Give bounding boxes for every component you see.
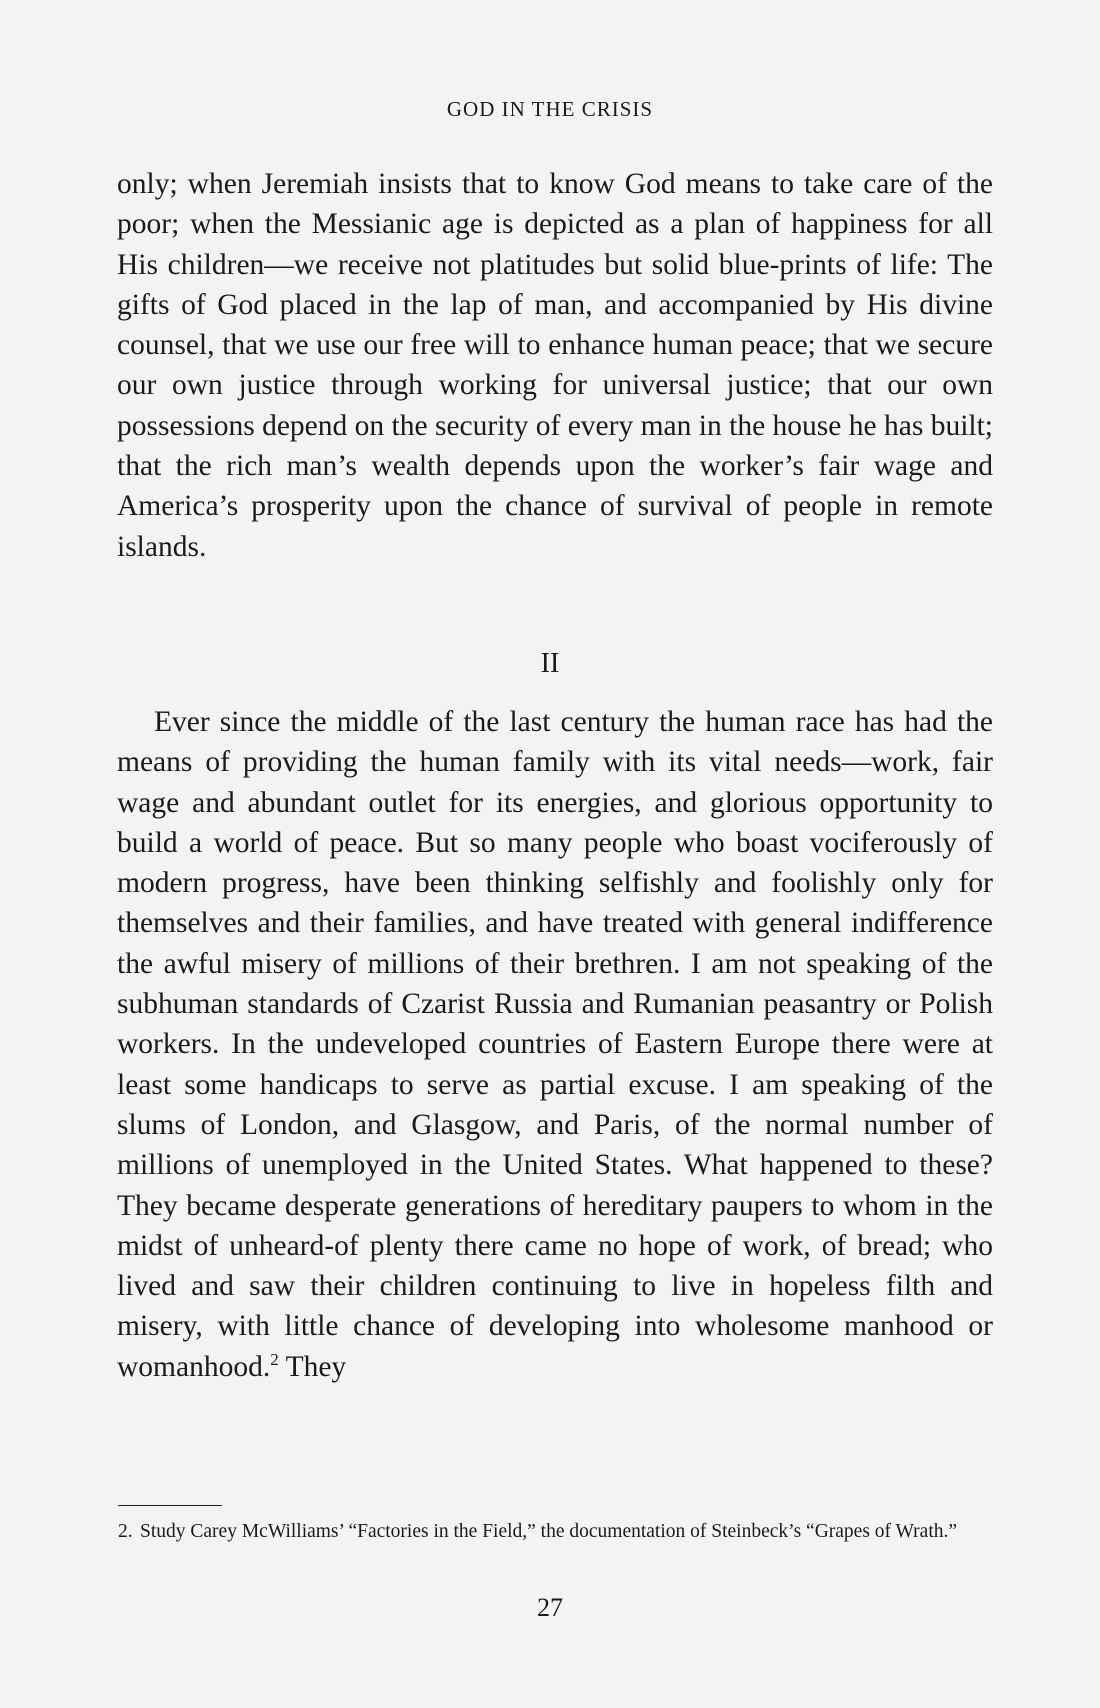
footnote-divider [118,1505,222,1506]
paragraph-body: Ever since the middle of the last century the human race has had the means of providing the human family with its vital needs—work, fair wage and abundant outlet for its energies, and glorious opportunity to build a world of peace. But so many people who boast vociferously of modern progress, have been thinking selfishly and foolishly only for themselves and their families, and have treated with general indifference the awful misery of millions of their brethren. I am not speaking of the subhuman standards of Czarist Russia and Rumanian peasantry or Polish workers. In the undeveloped countries of Eastern Europe there were at least some handicaps to serve as partial excuse. I am speaking of the slums of London, and Glasgow, and Paris, of the normal number of millions of unemployed in the United States. What happened to these? They became desperate generations of hereditary paupers to whom in the midst of unheard-of plenty there came no hope of work, of bread; who lived and saw their children continuing to live in hopeless filth and misery, with little chance of developing into wholesome manhood or womanhood. [117,706,993,1383]
paragraph-tail: They [285,1350,347,1383]
paragraph-text: only; when Jeremiah insists that to know God means to take care of the poor; when the Messianic age is depicted as a plan of happiness for all His children—we receive not platitudes but solid blue-prints of life: The gifts of God placed in the lap of man, and accompanied by His divine counsel, that we use our free will to enhance human peace; that we secure our own justice through working for universal justice; that our own possessions depend on the security of every man in the house he has built; that the rich man’s wealth depends upon the worker’s fair wage and America’s prosperity upon the chance of survival of people in remote islands. [117,168,993,563]
footnote-number: 2. [118,1521,133,1542]
section-number: II [540,648,560,679]
page-number: 27 [537,1593,563,1622]
footnote [118,1520,994,1544]
paragraph-text [117,702,993,1387]
paragraph [117,702,993,1387]
footnote-text: Study Carey McWilliams’ “Factories in the Field,” the documentation of Steinbeck’s “Grapes of Wrath.” [140,1521,958,1542]
paragraph [117,164,993,567]
footnote-reference: 2 [270,1349,279,1369]
running-head: GOD IN THE CRISIS [446,97,654,121]
